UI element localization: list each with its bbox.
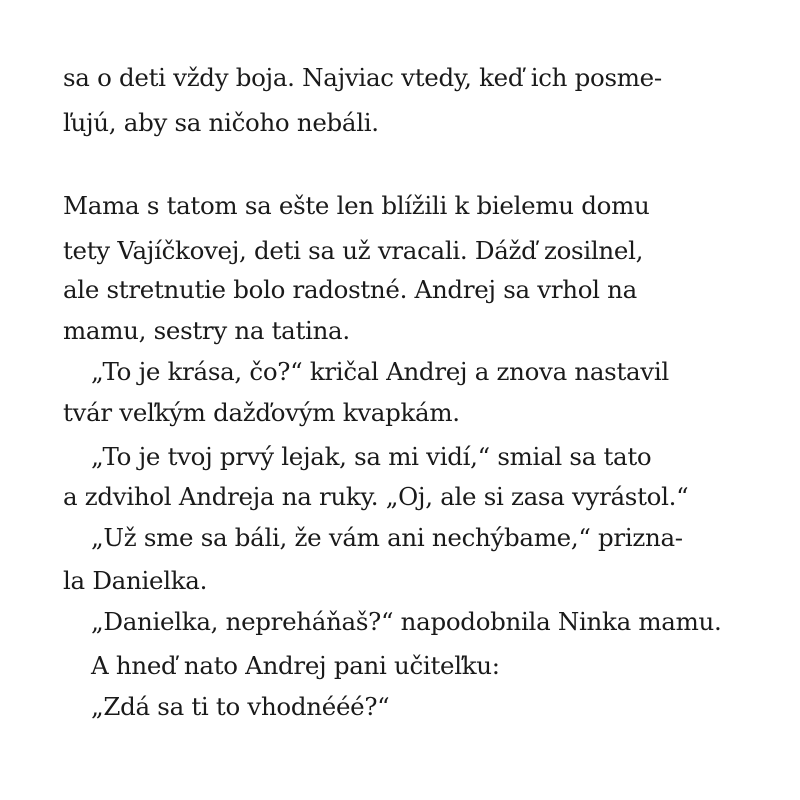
- text-line-10: a zdvihol Andreja na ruky. „Oj, ale si zasa vyrástol.“: [63, 482, 689, 511]
- text-line-5: ale stretnutie bolo radostné. Andrej sa vrhol na: [63, 275, 637, 304]
- text-line-8: tvár veľkým dažďovým kvapkám.: [63, 398, 460, 427]
- text-line-15: „Zdá sa ti to vhodnééé?“: [91, 692, 390, 721]
- text-line-1: sa o deti vždy boja. Najviac vtedy, keď ich posme-: [63, 63, 662, 92]
- text-line-6: mamu, sestry na tatina.: [63, 316, 350, 345]
- text-line-3: Mama s tatom sa ešte len blížili k bielemu domu: [63, 191, 650, 220]
- text-line-13: „Danielka, nepreháňaš?“ napodobnila Ninka mamu.: [91, 607, 722, 636]
- text-line-14: A hneď nato Andrej pani učiteľku:: [91, 651, 500, 680]
- text-line-7: „To je krása, čo?“ kričal Andrej a znova nastavil: [91, 357, 669, 386]
- text-line-9: „To je tvoj prvý lejak, sa mi vidí,“ smial sa tato: [91, 442, 652, 471]
- text-line-2: ľujú, aby sa ničoho nebáli.: [63, 108, 379, 137]
- text-line-11: „Už sme sa báli, že vám ani nechýbame,“ prizna-: [91, 523, 683, 552]
- text-line-12: la Danielka.: [63, 566, 208, 595]
- text-line-4: tety Vajíčkovej, deti sa už vracali. Dážď zosilnel,: [63, 236, 644, 265]
